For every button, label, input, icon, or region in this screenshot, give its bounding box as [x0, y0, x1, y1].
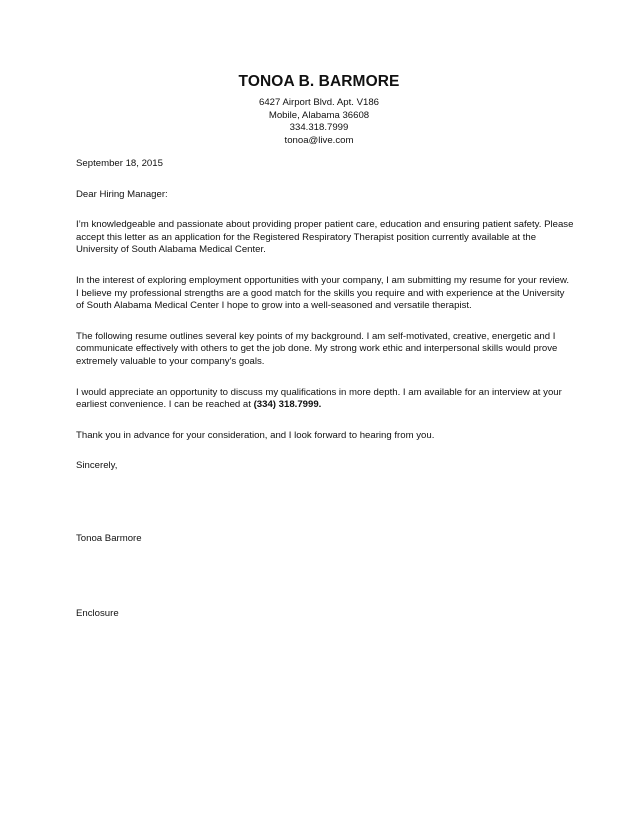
paragraph-interest	[76, 275, 576, 313]
paragraph-line: I believe my professional strengths are a good match for the skills you require and with experience at the University	[76, 287, 565, 299]
paragraph-line: The following resume outlines several key points of my background. I am self-motivated, creative, energetic and I	[76, 330, 556, 342]
paragraph-line	[76, 399, 576, 412]
paragraph-line: extremely valuable to your company's goals.	[76, 355, 265, 367]
letter-date: September 18, 2015	[76, 158, 163, 169]
salutation: Dear Hiring Manager:	[76, 188, 168, 200]
paragraph-line: I would appreciate an opportunity to discuss my qualifications in more depth. I am available for an interview at your	[76, 386, 562, 398]
signature-name: Tonoa Barmore	[76, 532, 142, 544]
closing: Sincerely,	[76, 460, 118, 472]
paragraph-intro	[76, 219, 576, 257]
paragraph-line: of South Alabama Medical Center I hope to grow into a well-seasoned and versatile therapist.	[76, 300, 472, 312]
email-address: tonoa@live.com	[284, 134, 354, 146]
paragraph-interview	[76, 387, 576, 412]
paragraph-background	[76, 331, 576, 369]
contact-phone-bold: (334) 318.7999.	[253, 399, 322, 411]
paragraph-line: communicate effectively with others to get the job done. My strong work ethic and interpersonal skills would prove	[76, 343, 558, 355]
applicant-name: TONOA B. BARMORE	[238, 73, 400, 90]
phone-number: 334.318.7999	[289, 122, 349, 134]
enclosure-note: Enclosure	[76, 607, 119, 619]
paragraph-line: University of South Alabama Medical Center.	[76, 244, 266, 256]
address-line-2: Mobile, Alabama 36608	[268, 109, 370, 121]
paragraph-thanks: Thank you in advance for your consideration, and I look forward to hearing from you.	[76, 429, 435, 441]
address-line-1: 6427 Airport Blvd. Apt. V186	[258, 97, 379, 108]
paragraph-line: I’m knowledgeable and passionate about providing proper patient care, education and ensuring patient safety. Please	[76, 219, 574, 231]
paragraph-line: accept this letter as an application for the Registered Respiratory Therapist position currently available at the	[76, 231, 537, 243]
letter-body	[76, 158, 576, 620]
letterhead	[0, 73, 638, 147]
contact-sentence: earliest convenience. I can be reached at	[76, 399, 254, 411]
paragraph-line: In the interest of exploring employment opportunities with your company, I am submitting my resume for your review.	[76, 274, 570, 286]
